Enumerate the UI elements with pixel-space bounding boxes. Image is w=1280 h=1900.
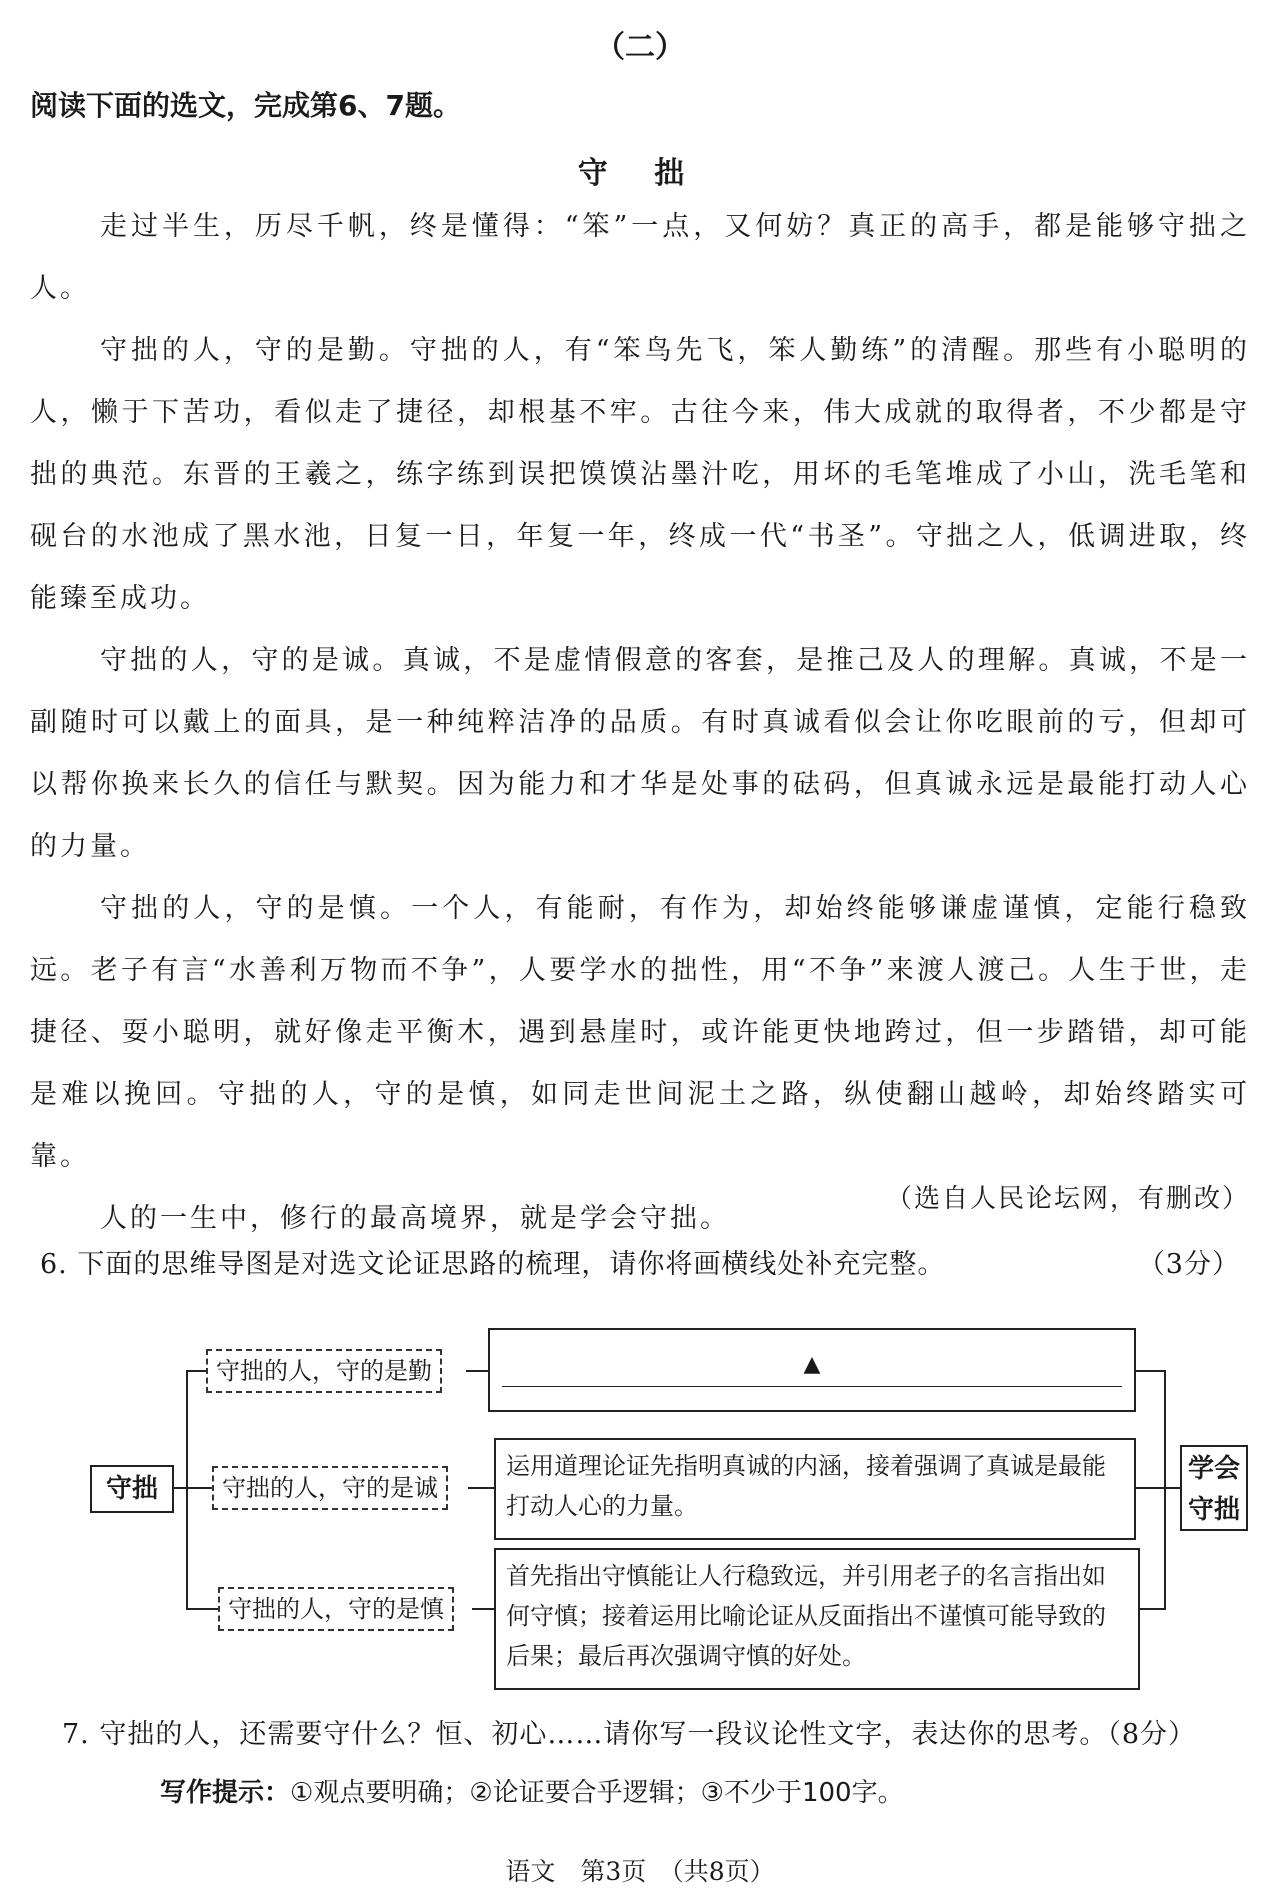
desc-3-right-stub xyxy=(1138,1608,1164,1610)
root-stub-line xyxy=(172,1487,186,1489)
branch-3-stub xyxy=(186,1608,218,1610)
article-source: （选自人民论坛网，有删改） xyxy=(885,1184,1250,1214)
end-stub-line xyxy=(1164,1487,1180,1489)
left-vertical-line xyxy=(186,1370,188,1610)
mindmap-root-box: 守拙 xyxy=(90,1465,174,1513)
page-footer: 语文 第3页 （共8页） xyxy=(505,1857,775,1886)
branch-desc-blank xyxy=(488,1328,1136,1412)
branch-1-stub xyxy=(186,1370,206,1372)
paragraph-4: 守拙的人，守的是慎。一个人，有能耐，有作为，却始终能够谦虚谨慎，定能行稳致远。老子有言“水善利万物而不争”，人要学水的拙性，用“不争”来渡人渡己。人生于世，走捷径、耍小聪明，就好像走平衡木，遇到悬崖时，或许能更快地跨过，但一步踏错，却可能是难以挽回。守拙的人，守的是慎，如同走世间泥土之路，纵使翻山越岭，却始终踏实可靠。 xyxy=(30,893,1250,1172)
question-6 xyxy=(40,1242,1240,1281)
article-body xyxy=(30,196,1250,1250)
answer-blank-line xyxy=(502,1386,1122,1387)
branch-label-diligence: 守拙的人，守的是勤 xyxy=(206,1349,442,1393)
writing-hint-label: 写作提示： xyxy=(160,1778,291,1808)
desc-2-right-stub xyxy=(1134,1487,1164,1489)
branch-desc-prudence: 首先指出守慎能让人行稳致远，并引用老子的名言指出如何守慎；接着运用比喻论证从反面指出不谨慎可能导致的后果；最后再次强调守慎的好处。 xyxy=(494,1548,1140,1690)
article-title: 守 拙 xyxy=(577,156,703,191)
link-1 xyxy=(466,1370,488,1372)
reading-instruction: 阅读下面的选文，完成第6、7题。 xyxy=(30,89,461,122)
mindmap-end-box: 学会守拙 xyxy=(1180,1445,1248,1531)
paragraph-3: 守拙的人，守的是诚。真诚，不是虚情假意的客套，是推己及人的理解。真诚，不是一副随时可以戴上的面具，是一种纯粹洁净的品质。有时真诚看似会让你吃眼前的亏，但却可以帮你换来长久的信任与默契。因为能力和才华是处事的砝码，但真诚永远是最能打动人心的力量。 xyxy=(30,645,1250,862)
desc-1-right-stub xyxy=(1134,1370,1164,1372)
question-6-score: （3分） xyxy=(1137,1249,1240,1280)
question-6-text: 6. 下面的思维导图是对选文论证思路的梳理，请你将画横线处补充完整。 xyxy=(40,1249,946,1280)
paragraph-2: 守拙的人，守的是勤。守拙的人，有“笨鸟先飞，笨人勤练”的清醒。那些有小聪明的人，懒于下苦功，看似走了捷径，却根基不牢。古往今来，伟大成就的取得者，不少都是守拙的典范。东晋的王羲之，练字练到误把馍馍沾墨汁吃，用坏的毛笔堆成了小山，洗毛笔和砚台的水池成了黑水池，日复一日，年复一年，终成一代“书圣”。守拙之人，低调进取，终能臻至成功。 xyxy=(30,335,1250,614)
branch-label-sincerity: 守拙的人，守的是诚 xyxy=(212,1466,448,1510)
branch-2-stub xyxy=(186,1487,212,1489)
link-3 xyxy=(472,1608,494,1610)
branch-label-prudence: 守拙的人，守的是慎 xyxy=(218,1587,454,1631)
question-7: 7. 守拙的人，还需要守什么？恒、初心……请你写一段议论性文字，表达你的思考。（8分） xyxy=(62,1719,1197,1750)
link-2 xyxy=(468,1487,494,1489)
section-number: （二） xyxy=(595,30,685,65)
branch-desc-sincerity: 运用道理论证先指明真诚的内涵，接着强调了真诚是最能打动人心的力量。 xyxy=(494,1438,1136,1540)
answer-placeholder-triangle: ▲ xyxy=(803,1352,821,1377)
right-vertical-line xyxy=(1164,1370,1166,1610)
writing-hint xyxy=(160,1772,904,1809)
paragraph-1: 走过半生，历尽千帆，终是懂得：“笨”一点，又何妨？真正的高手，都是能够守拙之人。 xyxy=(30,211,1250,304)
paragraph-5: 人的一生中，修行的最高境界，就是学会守拙。 xyxy=(100,1203,730,1234)
writing-hint-text: ①观点要明确；②论证要合乎逻辑；③不少于100字。 xyxy=(290,1778,904,1808)
